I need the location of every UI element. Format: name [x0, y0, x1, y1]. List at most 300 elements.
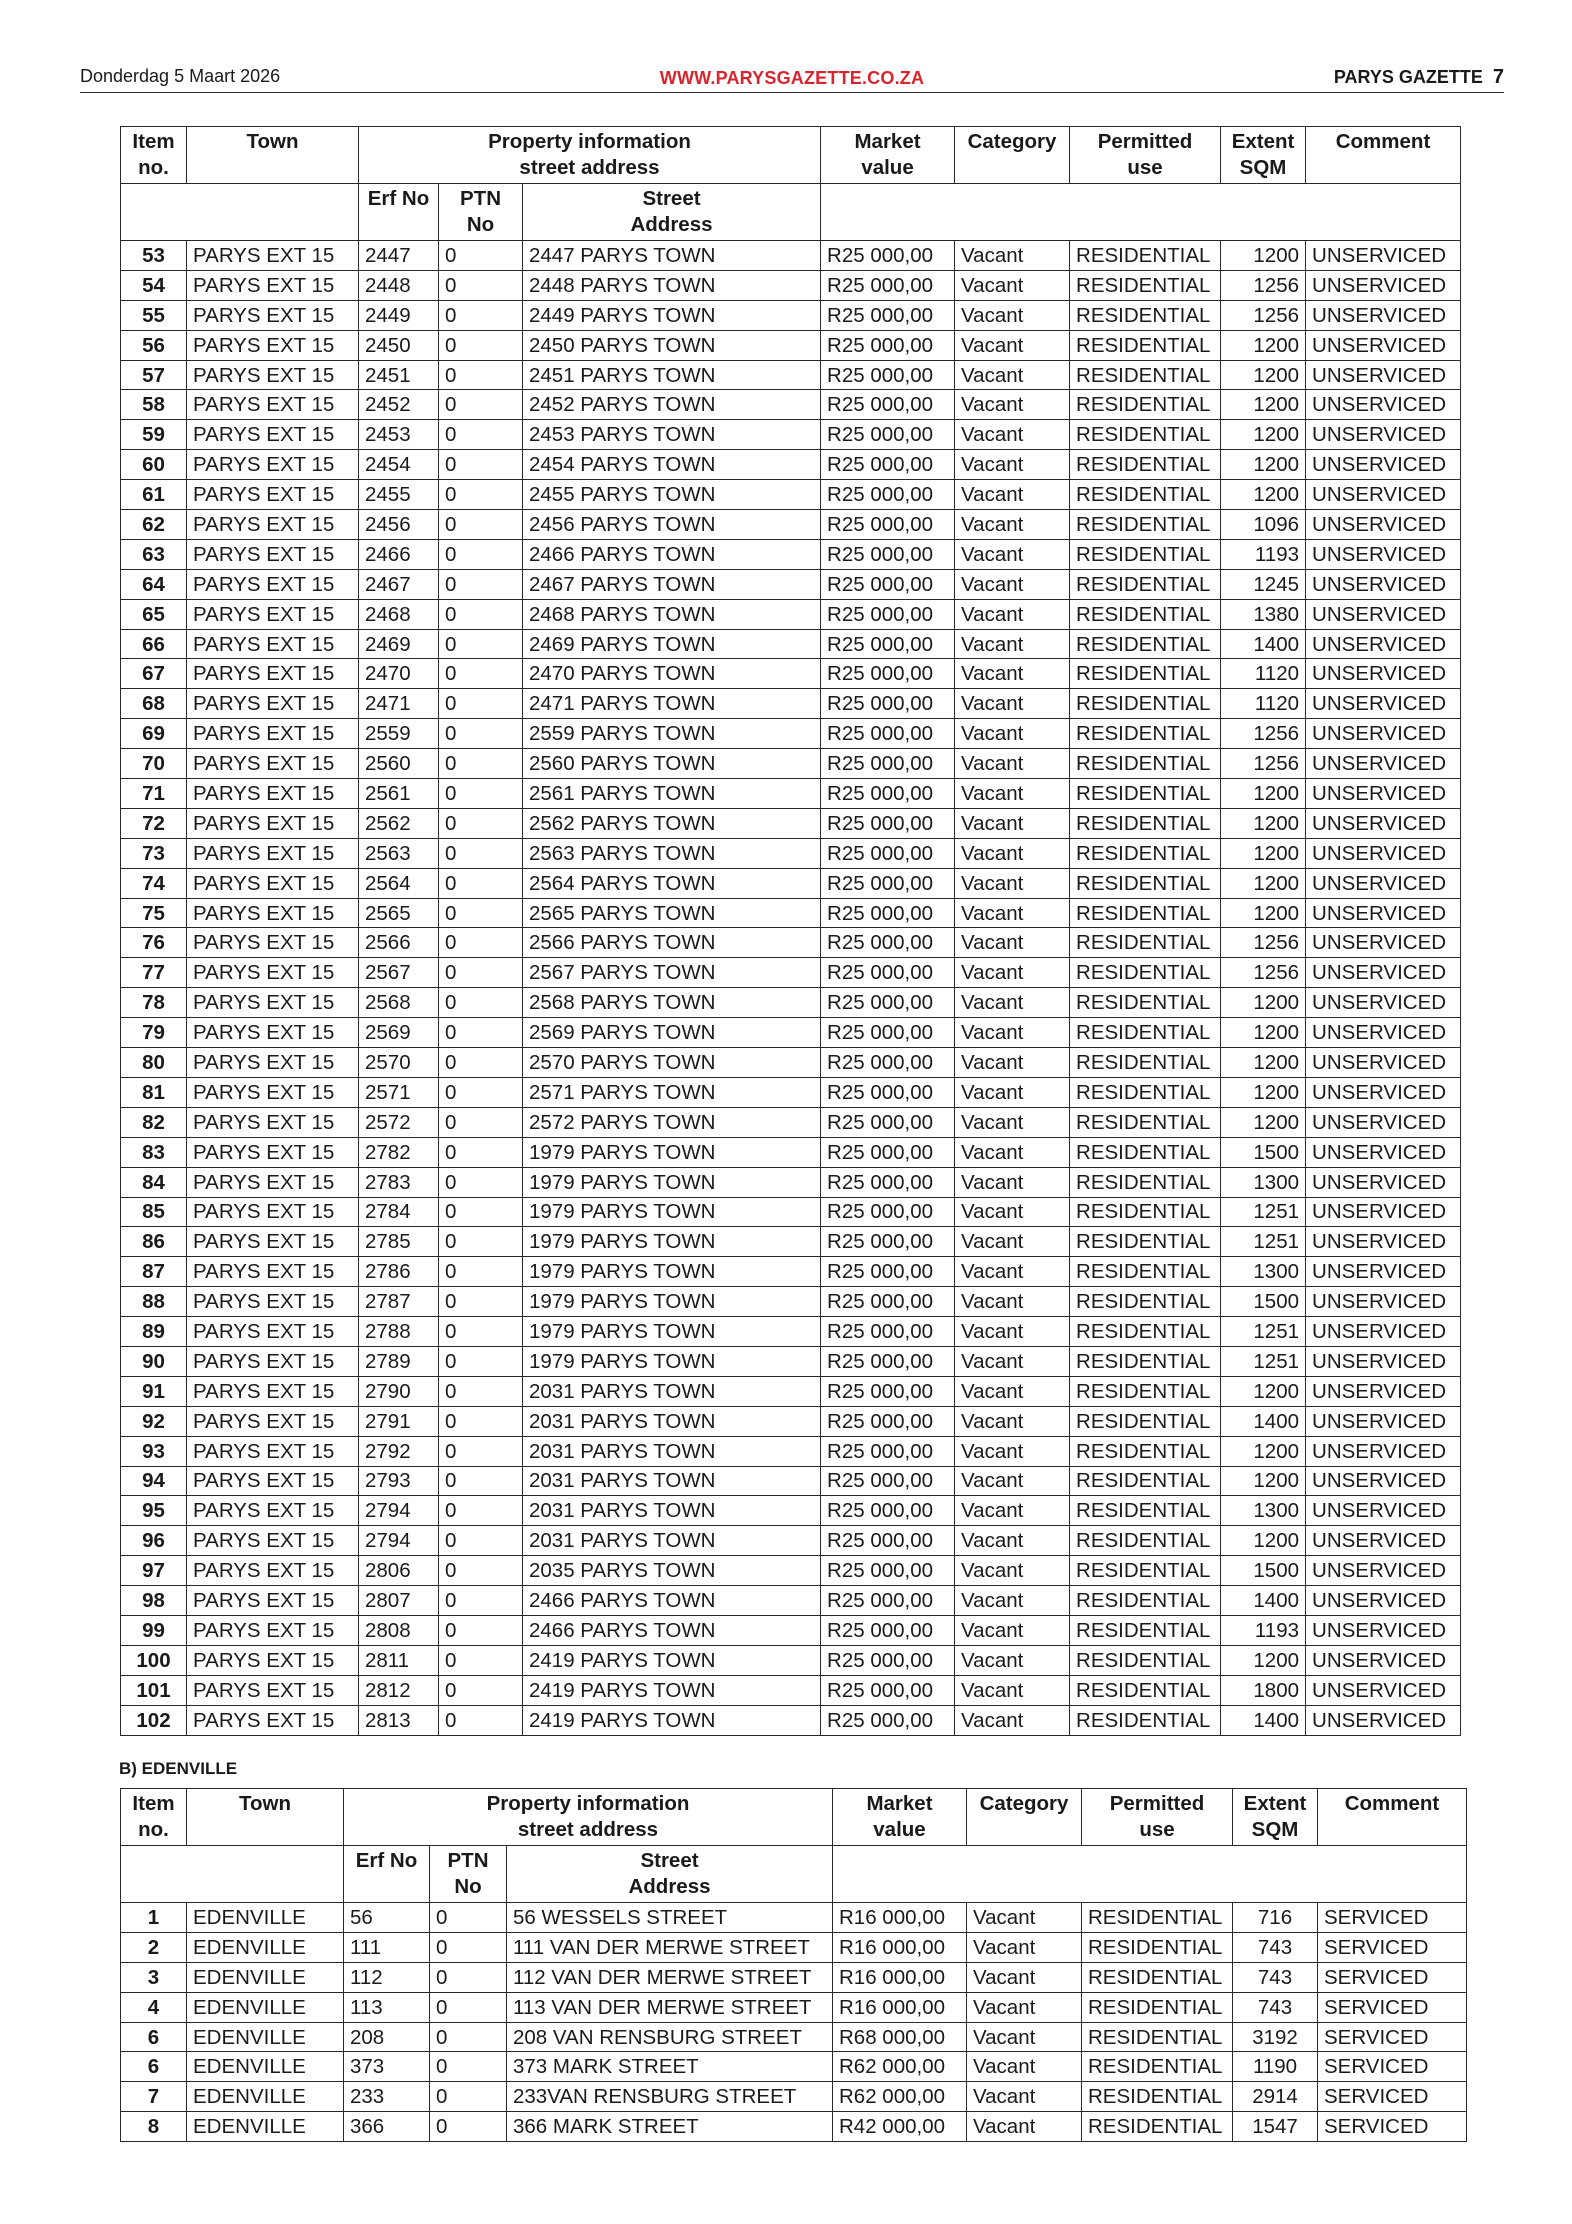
table-row: [121, 420, 1461, 450]
header-street: Street Address: [507, 1846, 833, 1903]
cell-street-address: 2469 PARYS TOWN: [523, 629, 821, 659]
cell-category: Vacant: [955, 838, 1070, 868]
cell-market-value: R25 000,00: [821, 1376, 955, 1406]
cell-comment: UNSERVICED: [1306, 330, 1461, 360]
cell-permitted-use: RESIDENTIAL: [1070, 1137, 1221, 1167]
cell-market-value: R25 000,00: [821, 270, 955, 300]
table-row: [121, 779, 1461, 809]
cell-comment: UNSERVICED: [1306, 1675, 1461, 1705]
cell-town: PARYS EXT 15: [187, 390, 359, 420]
cell-town: PARYS EXT 15: [187, 270, 359, 300]
cell-street-address: 2466 PARYS TOWN: [523, 1586, 821, 1616]
cell-erf-no: 2812: [359, 1675, 439, 1705]
cell-extent-sqm: 1251: [1221, 1227, 1306, 1257]
cell-erf-no: 2785: [359, 1227, 439, 1257]
cell-permitted-use: RESIDENTIAL: [1070, 808, 1221, 838]
cell-ptn-no: 0: [439, 1197, 523, 1227]
table-row: [121, 1317, 1461, 1347]
cell-extent-sqm: 1256: [1221, 749, 1306, 779]
cell-street-address: 2567 PARYS TOWN: [523, 958, 821, 988]
cell-permitted-use: RESIDENTIAL: [1070, 1645, 1221, 1675]
table-row: [121, 241, 1461, 271]
cell-permitted-use: RESIDENTIAL: [1082, 2082, 1233, 2112]
table-row: [121, 300, 1461, 330]
cell-comment: UNSERVICED: [1306, 838, 1461, 868]
cell-street-address: 2031 PARYS TOWN: [523, 1526, 821, 1556]
cell-item-no: 68: [121, 689, 187, 719]
table-row: [121, 1962, 1467, 1992]
cell-erf-no: 2788: [359, 1317, 439, 1347]
header-erf: Erf No: [359, 184, 439, 241]
cell-street-address: 2452 PARYS TOWN: [523, 390, 821, 420]
cell-item-no: 3: [121, 1962, 187, 1992]
cell-extent-sqm: 1190: [1233, 2052, 1318, 2082]
cell-item-no: 8: [121, 2112, 187, 2142]
masthead-right: [1334, 66, 1504, 89]
cell-town: PARYS EXT 15: [187, 1077, 359, 1107]
cell-extent-sqm: 1200: [1221, 988, 1306, 1018]
cell-street-address: 2466 PARYS TOWN: [523, 539, 821, 569]
cell-comment: UNSERVICED: [1306, 928, 1461, 958]
cell-permitted-use: RESIDENTIAL: [1070, 599, 1221, 629]
cell-extent-sqm: 1256: [1221, 719, 1306, 749]
cell-market-value: R25 000,00: [821, 450, 955, 480]
cell-street-address: 1979 PARYS TOWN: [523, 1197, 821, 1227]
cell-town: PARYS EXT 15: [187, 539, 359, 569]
cell-item-no: 6: [121, 2052, 187, 2082]
cell-erf-no: 2789: [359, 1346, 439, 1376]
cell-category: Vacant: [955, 1048, 1070, 1078]
cell-ptn-no: 0: [439, 330, 523, 360]
table-row: [121, 330, 1461, 360]
table-row: [121, 1406, 1461, 1436]
cell-erf-no: 208: [344, 2022, 430, 2052]
cell-erf-no: 2566: [359, 928, 439, 958]
cell-street-address: 2419 PARYS TOWN: [523, 1645, 821, 1675]
cell-category: Vacant: [955, 539, 1070, 569]
cell-category: Vacant: [955, 749, 1070, 779]
cell-ptn-no: 0: [439, 629, 523, 659]
cell-town: EDENVILLE: [187, 2022, 344, 2052]
cell-comment: UNSERVICED: [1306, 1466, 1461, 1496]
cell-item-no: 79: [121, 1018, 187, 1048]
cell-town: PARYS EXT 15: [187, 808, 359, 838]
cell-ptn-no: 0: [439, 539, 523, 569]
table-row: [121, 270, 1461, 300]
cell-comment: UNSERVICED: [1306, 1018, 1461, 1048]
cell-market-value: R25 000,00: [821, 1496, 955, 1526]
cell-category: Vacant: [955, 808, 1070, 838]
cell-market-value: R25 000,00: [821, 808, 955, 838]
cell-permitted-use: RESIDENTIAL: [1070, 958, 1221, 988]
cell-ptn-no: 0: [430, 2052, 507, 2082]
cell-ptn-no: 0: [439, 749, 523, 779]
cell-ptn-no: 0: [439, 569, 523, 599]
cell-ptn-no: 0: [430, 1932, 507, 1962]
cell-comment: UNSERVICED: [1306, 1346, 1461, 1376]
cell-town: PARYS EXT 15: [187, 868, 359, 898]
cell-item-no: 90: [121, 1346, 187, 1376]
cell-erf-no: 2469: [359, 629, 439, 659]
cell-item-no: 63: [121, 539, 187, 569]
table-row: [121, 1436, 1461, 1466]
cell-comment: SERVICED: [1318, 1932, 1467, 1962]
cell-extent-sqm: 716: [1233, 1903, 1318, 1933]
cell-comment: UNSERVICED: [1306, 808, 1461, 838]
cell-street-address: 1979 PARYS TOWN: [523, 1227, 821, 1257]
cell-permitted-use: RESIDENTIAL: [1070, 539, 1221, 569]
cell-item-no: 64: [121, 569, 187, 599]
cell-market-value: R25 000,00: [821, 1436, 955, 1466]
cell-street-address: 2471 PARYS TOWN: [523, 689, 821, 719]
cell-ptn-no: 0: [439, 928, 523, 958]
table-row: [121, 360, 1461, 390]
cell-town: PARYS EXT 15: [187, 1107, 359, 1137]
cell-town: PARYS EXT 15: [187, 749, 359, 779]
cell-comment: UNSERVICED: [1306, 629, 1461, 659]
header-permitted: Permitted use: [1082, 1789, 1233, 1846]
cell-category: Vacant: [967, 2052, 1082, 2082]
cell-permitted-use: RESIDENTIAL: [1070, 1346, 1221, 1376]
cell-category: Vacant: [955, 1586, 1070, 1616]
cell-category: Vacant: [955, 1077, 1070, 1107]
table-row: [121, 1376, 1461, 1406]
cell-comment: UNSERVICED: [1306, 1615, 1461, 1645]
cell-erf-no: 2451: [359, 360, 439, 390]
cell-item-no: 61: [121, 480, 187, 510]
cell-street-address: 2563 PARYS TOWN: [523, 838, 821, 868]
cell-town: EDENVILLE: [187, 2052, 344, 2082]
cell-item-no: 57: [121, 360, 187, 390]
paper-name: PARYS GAZETTE: [1333, 67, 1483, 87]
cell-permitted-use: RESIDENTIAL: [1070, 1287, 1221, 1317]
cell-town: PARYS EXT 15: [187, 450, 359, 480]
header-blank: [121, 1846, 344, 1903]
cell-item-no: 78: [121, 988, 187, 1018]
cell-extent-sqm: 1200: [1221, 1077, 1306, 1107]
cell-market-value: R25 000,00: [821, 390, 955, 420]
table-row: [121, 659, 1461, 689]
cell-permitted-use: RESIDENTIAL: [1082, 1962, 1233, 1992]
cell-market-value: R16 000,00: [833, 1962, 967, 1992]
cell-market-value: R25 000,00: [821, 928, 955, 958]
cell-market-value: R62 000,00: [833, 2082, 967, 2112]
cell-category: Vacant: [955, 1466, 1070, 1496]
cell-comment: UNSERVICED: [1306, 1257, 1461, 1287]
header-property: Property information street address: [359, 127, 821, 184]
cell-street-address: 2566 PARYS TOWN: [523, 928, 821, 958]
cell-town: PARYS EXT 15: [187, 1675, 359, 1705]
cell-item-no: 58: [121, 390, 187, 420]
cell-permitted-use: RESIDENTIAL: [1070, 569, 1221, 599]
cell-category: Vacant: [955, 1376, 1070, 1406]
cell-extent-sqm: 743: [1233, 1932, 1318, 1962]
header-street: Street Address: [523, 184, 821, 241]
cell-erf-no: 2787: [359, 1287, 439, 1317]
cell-comment: UNSERVICED: [1306, 1496, 1461, 1526]
table-row: [121, 1496, 1461, 1526]
table-row: [121, 1107, 1461, 1137]
cell-market-value: R25 000,00: [821, 629, 955, 659]
table-row: [121, 1705, 1461, 1735]
cell-town: PARYS EXT 15: [187, 1018, 359, 1048]
cell-comment: SERVICED: [1318, 1962, 1467, 1992]
cell-street-address: 2453 PARYS TOWN: [523, 420, 821, 450]
cell-comment: UNSERVICED: [1306, 1705, 1461, 1735]
cell-market-value: R25 000,00: [821, 689, 955, 719]
cell-street-address: 2031 PARYS TOWN: [523, 1376, 821, 1406]
cell-category: Vacant: [955, 1346, 1070, 1376]
table-row: [121, 539, 1461, 569]
cell-erf-no: 2453: [359, 420, 439, 450]
cell-permitted-use: RESIDENTIAL: [1070, 1317, 1221, 1347]
cell-market-value: R25 000,00: [821, 898, 955, 928]
cell-erf-no: 2563: [359, 838, 439, 868]
cell-town: PARYS EXT 15: [187, 360, 359, 390]
cell-extent-sqm: 1200: [1221, 420, 1306, 450]
cell-ptn-no: 0: [439, 1615, 523, 1645]
cell-market-value: R25 000,00: [821, 1077, 955, 1107]
cell-erf-no: 366: [344, 2112, 430, 2142]
header-category: Category: [955, 127, 1070, 184]
cell-extent-sqm: 743: [1233, 1962, 1318, 1992]
cell-market-value: R16 000,00: [833, 1903, 967, 1933]
cell-item-no: 101: [121, 1675, 187, 1705]
cell-extent-sqm: 1500: [1221, 1137, 1306, 1167]
cell-item-no: 98: [121, 1586, 187, 1616]
table-row: [121, 1526, 1461, 1556]
cell-permitted-use: RESIDENTIAL: [1070, 270, 1221, 300]
cell-erf-no: 2450: [359, 330, 439, 360]
cell-town: PARYS EXT 15: [187, 659, 359, 689]
cell-extent-sqm: 1400: [1221, 1406, 1306, 1436]
cell-market-value: R25 000,00: [821, 1317, 955, 1347]
table-row: [121, 1137, 1461, 1167]
cell-street-address: 2562 PARYS TOWN: [523, 808, 821, 838]
cell-market-value: R25 000,00: [821, 330, 955, 360]
cell-permitted-use: RESIDENTIAL: [1082, 1932, 1233, 1962]
table-row: [121, 1992, 1467, 2022]
table-row: [121, 868, 1461, 898]
cell-ptn-no: 0: [439, 1466, 523, 1496]
cell-permitted-use: RESIDENTIAL: [1070, 330, 1221, 360]
cell-item-no: 80: [121, 1048, 187, 1078]
cell-comment: UNSERVICED: [1306, 599, 1461, 629]
cell-extent-sqm: 1200: [1221, 450, 1306, 480]
cell-town: PARYS EXT 15: [187, 1436, 359, 1466]
table-row: [121, 749, 1461, 779]
cell-ptn-no: 0: [439, 390, 523, 420]
property-table-edenville: [120, 1788, 1467, 2142]
cell-comment: UNSERVICED: [1306, 480, 1461, 510]
cell-street-address: 2035 PARYS TOWN: [523, 1556, 821, 1586]
header-blank-right: [833, 1846, 1467, 1903]
cell-permitted-use: RESIDENTIAL: [1070, 360, 1221, 390]
cell-erf-no: 2561: [359, 779, 439, 809]
cell-item-no: 87: [121, 1257, 187, 1287]
cell-permitted-use: RESIDENTIAL: [1070, 659, 1221, 689]
cell-item-no: 71: [121, 779, 187, 809]
cell-permitted-use: RESIDENTIAL: [1070, 1107, 1221, 1137]
cell-town: PARYS EXT 15: [187, 1496, 359, 1526]
table-row: [121, 1197, 1461, 1227]
cell-market-value: R16 000,00: [833, 1992, 967, 2022]
cell-extent-sqm: 1245: [1221, 569, 1306, 599]
cell-comment: UNSERVICED: [1306, 689, 1461, 719]
cell-erf-no: 2786: [359, 1257, 439, 1287]
cell-town: PARYS EXT 15: [187, 988, 359, 1018]
cell-comment: UNSERVICED: [1306, 270, 1461, 300]
cell-town: PARYS EXT 15: [187, 1406, 359, 1436]
cell-item-no: 85: [121, 1197, 187, 1227]
cell-comment: UNSERVICED: [1306, 1317, 1461, 1347]
cell-permitted-use: RESIDENTIAL: [1070, 838, 1221, 868]
cell-item-no: 83: [121, 1137, 187, 1167]
cell-erf-no: 2455: [359, 480, 439, 510]
table-row: [121, 898, 1461, 928]
cell-extent-sqm: 1193: [1221, 539, 1306, 569]
cell-extent-sqm: 1200: [1221, 1526, 1306, 1556]
cell-extent-sqm: 1193: [1221, 1615, 1306, 1645]
cell-category: Vacant: [955, 1406, 1070, 1436]
cell-market-value: R25 000,00: [821, 1048, 955, 1078]
cell-erf-no: 2471: [359, 689, 439, 719]
cell-comment: UNSERVICED: [1306, 958, 1461, 988]
cell-erf-no: 2565: [359, 898, 439, 928]
cell-street-address: 2447 PARYS TOWN: [523, 241, 821, 271]
cell-permitted-use: RESIDENTIAL: [1082, 2022, 1233, 2052]
cell-comment: UNSERVICED: [1306, 539, 1461, 569]
cell-permitted-use: RESIDENTIAL: [1082, 1903, 1233, 1933]
table-row: [121, 1932, 1467, 1962]
website-link[interactable]: WWW.PARYSGAZETTE.CO.ZA: [659, 68, 925, 88]
cell-category: Vacant: [967, 2022, 1082, 2052]
cell-market-value: R25 000,00: [821, 1466, 955, 1496]
table-row: [121, 450, 1461, 480]
cell-category: Vacant: [955, 599, 1070, 629]
cell-erf-no: 2467: [359, 569, 439, 599]
cell-street-address: 113 VAN DER MERWE STREET: [507, 1992, 833, 2022]
cell-ptn-no: 0: [430, 2022, 507, 2052]
cell-permitted-use: RESIDENTIAL: [1070, 1556, 1221, 1586]
property-table-parys: [120, 126, 1461, 1736]
cell-erf-no: 2470: [359, 659, 439, 689]
cell-comment: UNSERVICED: [1306, 779, 1461, 809]
cell-town: EDENVILLE: [187, 1962, 344, 1992]
cell-category: Vacant: [967, 2112, 1082, 2142]
cell-ptn-no: 0: [439, 1436, 523, 1466]
cell-erf-no: 2570: [359, 1048, 439, 1078]
cell-erf-no: 2808: [359, 1615, 439, 1645]
cell-category: Vacant: [955, 480, 1070, 510]
cell-town: PARYS EXT 15: [187, 1615, 359, 1645]
cell-permitted-use: RESIDENTIAL: [1070, 1436, 1221, 1466]
cell-ptn-no: 0: [439, 1675, 523, 1705]
cell-extent-sqm: 1400: [1221, 1705, 1306, 1735]
cell-ptn-no: 0: [439, 659, 523, 689]
header-row-sub: [121, 184, 1461, 241]
cell-extent-sqm: 1200: [1221, 1107, 1306, 1137]
cell-market-value: R25 000,00: [821, 1346, 955, 1376]
cell-erf-no: 111: [344, 1932, 430, 1962]
cell-ptn-no: 0: [439, 958, 523, 988]
cell-street-address: 2419 PARYS TOWN: [523, 1675, 821, 1705]
cell-item-no: 4: [121, 1992, 187, 2022]
cell-market-value: R25 000,00: [821, 659, 955, 689]
cell-category: Vacant: [955, 958, 1070, 988]
cell-street-address: 56 WESSELS STREET: [507, 1903, 833, 1933]
cell-market-value: R25 000,00: [821, 569, 955, 599]
cell-permitted-use: RESIDENTIAL: [1070, 300, 1221, 330]
cell-street-address: 2570 PARYS TOWN: [523, 1048, 821, 1078]
cell-item-no: 88: [121, 1287, 187, 1317]
header-property: Property information street address: [344, 1789, 833, 1846]
cell-town: EDENVILLE: [187, 1903, 344, 1933]
header-blank-right: [821, 184, 1461, 241]
cell-street-address: 2560 PARYS TOWN: [523, 749, 821, 779]
cell-town: PARYS EXT 15: [187, 420, 359, 450]
cell-street-address: 2571 PARYS TOWN: [523, 1077, 821, 1107]
cell-category: Vacant: [955, 1137, 1070, 1167]
cell-street-address: 2559 PARYS TOWN: [523, 719, 821, 749]
cell-extent-sqm: 1500: [1221, 1287, 1306, 1317]
cell-street-address: 112 VAN DER MERWE STREET: [507, 1962, 833, 1992]
cell-ptn-no: 0: [439, 1317, 523, 1347]
cell-town: PARYS EXT 15: [187, 1526, 359, 1556]
cell-comment: UNSERVICED: [1306, 868, 1461, 898]
table-row: [121, 390, 1461, 420]
cell-item-no: 92: [121, 1406, 187, 1436]
cell-town: PARYS EXT 15: [187, 1317, 359, 1347]
cell-erf-no: 2447: [359, 241, 439, 271]
cell-market-value: R25 000,00: [821, 1406, 955, 1436]
header-blank: [121, 184, 359, 241]
cell-ptn-no: 0: [439, 1406, 523, 1436]
cell-ptn-no: 0: [439, 1048, 523, 1078]
cell-town: PARYS EXT 15: [187, 629, 359, 659]
cell-erf-no: 2794: [359, 1496, 439, 1526]
cell-permitted-use: RESIDENTIAL: [1070, 898, 1221, 928]
cell-erf-no: 2466: [359, 539, 439, 569]
header-row-main: [121, 1789, 1467, 1846]
cell-street-address: 1979 PARYS TOWN: [523, 1167, 821, 1197]
table-row: [121, 1227, 1461, 1257]
cell-comment: UNSERVICED: [1306, 450, 1461, 480]
cell-town: PARYS EXT 15: [187, 480, 359, 510]
cell-ptn-no: 0: [439, 510, 523, 540]
cell-item-no: 82: [121, 1107, 187, 1137]
cell-comment: UNSERVICED: [1306, 360, 1461, 390]
cell-market-value: R62 000,00: [833, 2052, 967, 2082]
cell-category: Vacant: [967, 1932, 1082, 1962]
cell-comment: UNSERVICED: [1306, 988, 1461, 1018]
cell-item-no: 53: [121, 241, 187, 271]
cell-street-address: 366 MARK STREET: [507, 2112, 833, 2142]
cell-ptn-no: 0: [430, 1992, 507, 2022]
cell-item-no: 55: [121, 300, 187, 330]
cell-extent-sqm: 1200: [1221, 1436, 1306, 1466]
cell-town: PARYS EXT 15: [187, 1048, 359, 1078]
cell-category: Vacant: [955, 868, 1070, 898]
cell-street-address: 373 MARK STREET: [507, 2052, 833, 2082]
cell-erf-no: 2806: [359, 1556, 439, 1586]
cell-permitted-use: RESIDENTIAL: [1082, 2052, 1233, 2082]
cell-erf-no: 2572: [359, 1107, 439, 1137]
cell-permitted-use: RESIDENTIAL: [1070, 1406, 1221, 1436]
table-body-parys: [121, 241, 1461, 1736]
cell-street-address: 2564 PARYS TOWN: [523, 868, 821, 898]
cell-item-no: 81: [121, 1077, 187, 1107]
